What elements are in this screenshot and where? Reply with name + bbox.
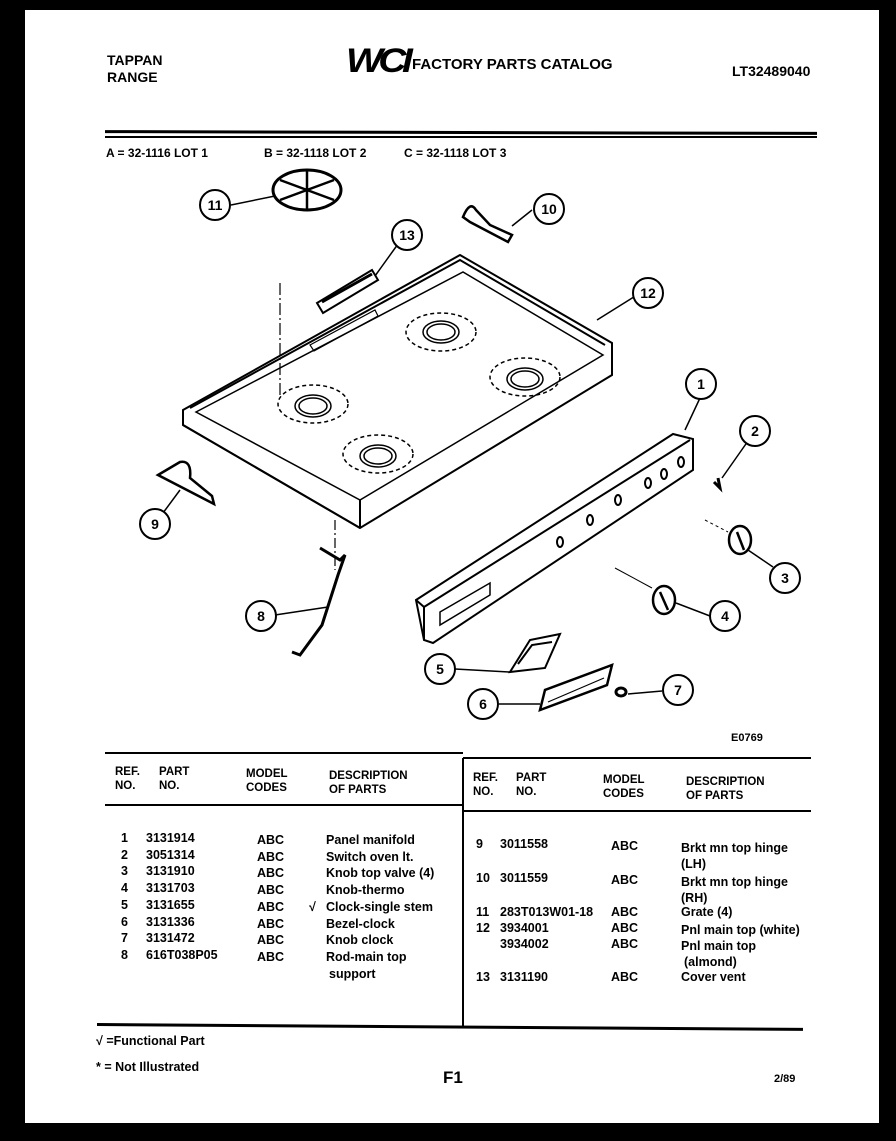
document-id: LT32489040	[732, 63, 811, 79]
callout-markers	[140, 190, 800, 719]
left-part-column: 3131914 3051314 3131910 3131703 3131655 3131336 3131472 616T038P05	[146, 831, 218, 962]
header-description-right: DESCRIPTION OF PARTS	[686, 776, 765, 802]
right-row-10: 10 3011559 ABC Brkt mn top hinge (RH)	[476, 871, 788, 905]
right-row-11: 11 283T013W01-18 ABC Grate (4)	[476, 905, 733, 919]
table-top-rule-left	[105, 752, 463, 754]
manifold-panel	[416, 434, 693, 643]
knob-clock-icon	[616, 688, 626, 696]
header-description: DESCRIPTION OF PARTS	[329, 770, 408, 796]
header-ref-no-right: REF. NO.	[473, 772, 498, 798]
clock-icon	[510, 634, 560, 672]
wci-logo: WCI	[346, 42, 409, 80]
svg-text:12: 12	[640, 285, 656, 301]
figure-code: E0769	[731, 732, 763, 744]
table-divider	[462, 758, 464, 1026]
not-illustrated-legend: * = Not Illustrated	[96, 1060, 200, 1074]
grate-icon	[273, 170, 341, 210]
hinge-lh-icon	[158, 462, 214, 504]
catalog-title: FACTORY PARTS CATALOG	[412, 56, 613, 73]
bezel-clock-icon	[540, 665, 612, 710]
right-row-9: 9 3011558 ABC Brkt mn top hinge (LH)	[476, 837, 788, 871]
svg-text:13: 13	[399, 227, 415, 243]
table-header-rule-right	[463, 810, 811, 812]
svg-text:8: 8	[257, 608, 265, 624]
header-part-no-right: PART NO.	[516, 772, 547, 798]
brand-line-2: RANGE	[107, 69, 158, 85]
main-top-panel	[183, 255, 612, 528]
header-ref-no: REF. NO.	[115, 766, 140, 792]
svg-text:10: 10	[541, 201, 557, 217]
lot-a: A = 32-1116 LOT 1	[106, 146, 208, 160]
knob-top-valve-icon	[729, 526, 751, 554]
brand-line-1: TAPPAN	[107, 52, 163, 68]
knob-thermo-icon	[653, 586, 675, 614]
functional-part-legend: √ =Functional Part	[96, 1034, 205, 1048]
left-ref-column: 1 2 3 4 5 6 7 8	[121, 831, 128, 962]
svg-text:4: 4	[721, 608, 729, 624]
lot-b: B = 32-1118 LOT 2	[264, 146, 367, 160]
table-header-rule-left	[105, 804, 463, 806]
hinge-rh-icon	[463, 206, 512, 242]
catalog-date: 2/89	[774, 1073, 796, 1085]
svg-text:11: 11	[207, 197, 223, 213]
svg-text:5: 5	[436, 661, 444, 677]
lot-c: C = 32-1118 LOT 3	[404, 146, 507, 160]
support-rod-icon	[292, 520, 345, 655]
svg-text:1: 1	[697, 376, 705, 392]
svg-text:9: 9	[151, 516, 159, 532]
table-top-rule-right	[463, 757, 811, 759]
svg-text:3: 3	[781, 570, 789, 586]
oven-light-switch-icon	[714, 478, 720, 488]
svg-text:2: 2	[751, 423, 759, 439]
left-codes-column: ABC ABC ABC ABC ABC ABC ABC ABC	[257, 833, 285, 964]
header-part-no: PART NO.	[159, 766, 190, 792]
functional-part-mark: √	[309, 900, 316, 914]
svg-text:6: 6	[479, 696, 487, 712]
page-code: F1	[443, 1068, 463, 1087]
right-row-13: 13 3131190 ABC Cover vent	[476, 970, 746, 984]
left-desc-column: Panel manifold Switch oven lt. Knob top valve (4) Knob-thermo Clock-single stem Bezel-clock Knob clock Rod-main top support	[326, 833, 435, 981]
svg-text:7: 7	[674, 682, 682, 698]
header-model-codes-right: MODEL CODES	[603, 774, 645, 800]
right-row-12: 12 3934001 ABC Pnl main top (white)	[476, 921, 800, 937]
header-model-codes: MODEL CODES	[246, 768, 288, 794]
